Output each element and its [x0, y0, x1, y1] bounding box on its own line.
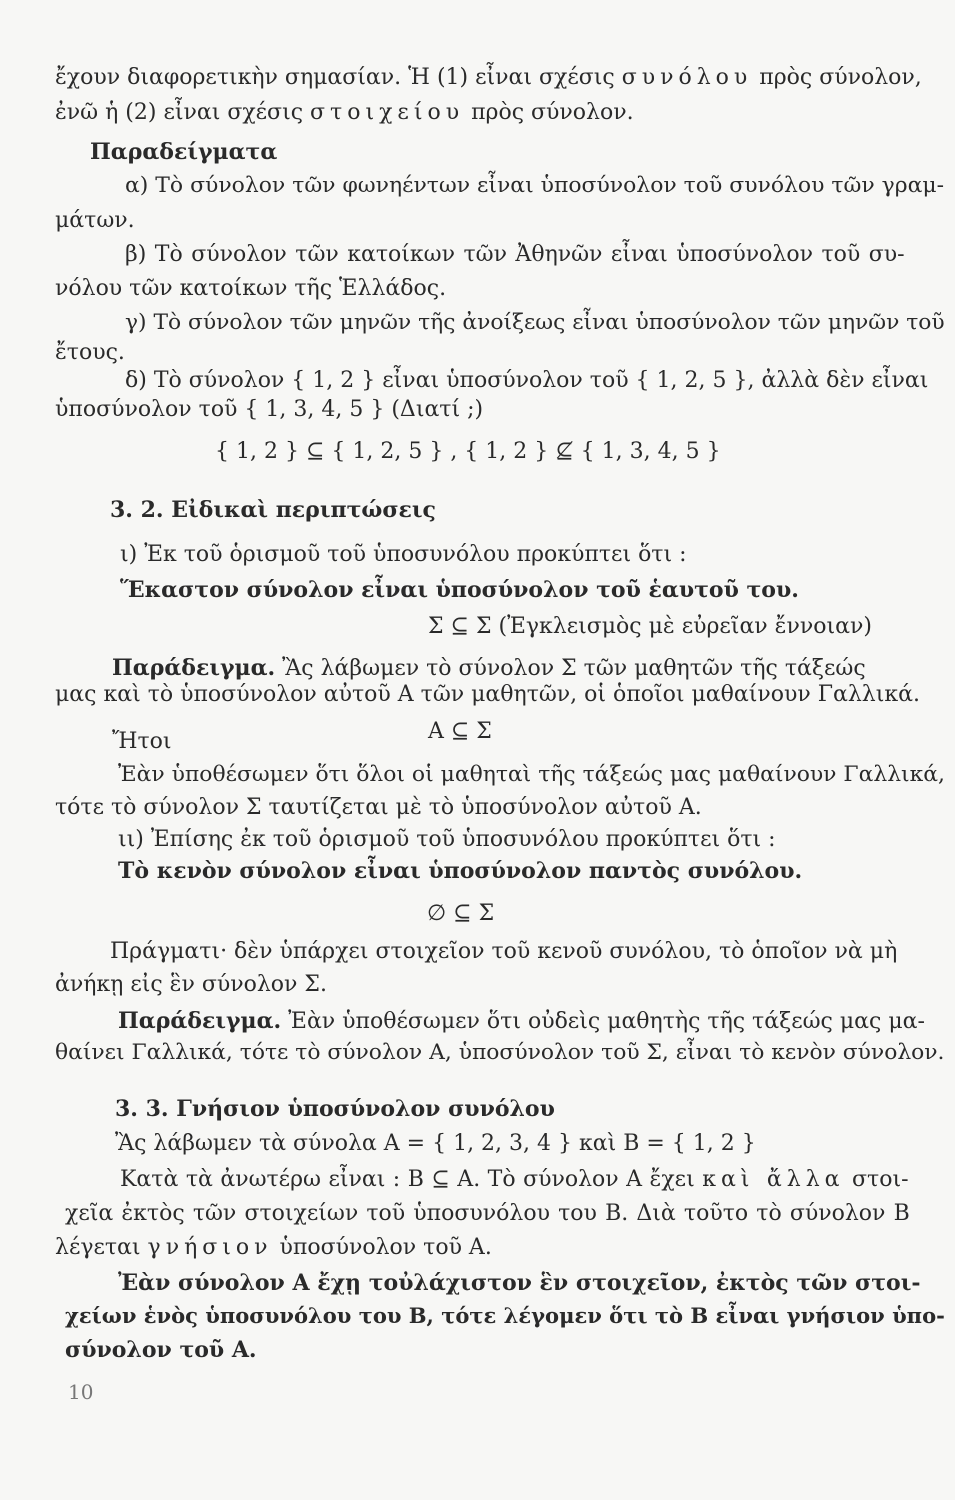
- text-run: ∅ ⊆ Σ: [427, 901, 495, 926]
- text-line: [55, 63, 922, 93]
- text-run: ἐνῶ ἡ (2) εἶναι σχέσις: [55, 100, 311, 125]
- text-run: 3. 2. Εἰδικαὶ περιπτώσεις: [110, 497, 436, 523]
- text-line: [55, 274, 446, 304]
- text-line: [125, 171, 944, 201]
- section-heading: [90, 137, 277, 168]
- text-run: γνήσιον: [147, 1235, 273, 1260]
- text-run: Ἤτοι: [112, 729, 172, 754]
- text-run: β) Τὸ σύνολον τῶν κατοίκων τῶν Ἀθηνῶν εἶναι ὑποσύνολον τοῦ συ-: [125, 242, 905, 267]
- text-run: συνόλου: [621, 65, 753, 90]
- text-run: Παραδείγματα: [90, 139, 278, 165]
- text-run: ἀνήκῃ εἰς ἓν σύνολον Σ.: [55, 972, 327, 997]
- section-heading: [110, 495, 436, 526]
- text-run: πρὸς σύνολον.: [464, 100, 634, 125]
- text-line: [55, 395, 483, 425]
- text-run: Κατὰ τὰ ἀνωτέρω εἶναι : Β ⊆ Α. Τὸ σύνολον Α ἔχει: [120, 1167, 703, 1192]
- text-run: χεῖα ἐκτὸς τῶν στοιχείων τοῦ ὑποσυνόλου του Β. Διὰ τοῦτο τὸ σύνολον Β: [65, 1201, 910, 1226]
- text-run: τότε τὸ σύνολον Σ ταυτίζεται μὲ τὸ ὑποσύνολον αὐτοῦ Α.: [55, 795, 702, 820]
- text-run: Ἐὰν ὑποθέσωμεν ὅτι οὐδεὶς μαθητὴς τῆς τάξεώς μας μα-: [281, 1009, 925, 1034]
- text-line: [118, 825, 776, 855]
- text-line: [55, 1233, 492, 1263]
- text-run: ὑποσύνολον τοῦ Α.: [272, 1235, 492, 1260]
- text-run: Ἂς λάβωμεν τὸ σύνολον Σ τῶν μαθητῶν τῆς τάξεώς: [275, 656, 866, 681]
- text-run: χείων ἑνὸς ὑποσυνόλου του Β, τότε λέγομεν ὅτι τὸ Β εἶναι γνήσιον ὑπο-: [65, 1303, 945, 1328]
- text-line: [118, 760, 945, 790]
- theorem-statement: [120, 575, 799, 606]
- definition-statement: [65, 1335, 257, 1366]
- text-run: Σ ⊆ Σ (Ἐγκλεισμὸς μὲ εὐρεῖαν ἔννοιαν): [428, 614, 872, 639]
- text-line: [55, 1038, 944, 1068]
- text-line: [65, 1199, 910, 1229]
- text-run: ὑποσύνολον τοῦ { 1, 3, 4, 5 } (Διατί ;): [55, 397, 484, 422]
- text-run: σύνολον τοῦ Α.: [65, 1337, 257, 1363]
- text-run: μας καὶ τὸ ὑποσύνολον αὐτοῦ Α τῶν μαθητῶν, οἱ ὁποῖοι μαθαίνουν Γαλλικά.: [55, 682, 920, 707]
- text-line: [55, 206, 135, 236]
- text-run: Ἕκαστον σύνολον εἶναι ὑποσύνολον τοῦ ἑαυτοῦ του.: [120, 577, 799, 603]
- text-run: δ) Τὸ σύνολον { 1, 2 } εἶναι ὑποσύνολον τοῦ { 1, 2, 5 }, ἀλλὰ δὲν εἶναι: [125, 368, 929, 393]
- text-line: [115, 1129, 756, 1159]
- text-run: Ἐὰν ὑποθέσωμεν ὅτι ὅλοι οἱ μαθηταὶ τῆς τάξεώς μας μαθαίνουν Γαλλικά,: [118, 762, 945, 787]
- text-run: ἔχουν διαφορετικὴν σημασίαν. Ἡ (1) εἶναι σχέσις: [55, 65, 622, 90]
- text-line: [55, 793, 702, 823]
- text-run: θαίνει Γαλλικά, τότε τὸ σύνολον Α, ὑποσύνολον τοῦ Σ, εἶναι τὸ κενὸν σύνολον.: [55, 1040, 945, 1065]
- text-line: [125, 308, 945, 338]
- text-run: Ἂς λάβωμεν τὰ σύνολα Α = { 1, 2, 3, 4 } καὶ Β = { 1, 2 }: [115, 1131, 756, 1156]
- text-line: [55, 970, 327, 1000]
- text-line: [125, 240, 905, 270]
- section-heading: [115, 1094, 555, 1125]
- text-run: Πράγματι· δὲν ὑπάρχει στοιχεῖον τοῦ κενοῦ συνόλου, τὸ ὁποῖον νὰ μὴ: [110, 939, 898, 964]
- formula: [428, 717, 492, 747]
- definition-statement: [65, 1301, 945, 1331]
- text-run: στοιχείου: [310, 100, 465, 125]
- text-line: [118, 1006, 925, 1037]
- text-line: [110, 937, 897, 967]
- text-line: [55, 338, 125, 368]
- text-line: [112, 727, 172, 757]
- text-run: γ) Τὸ σύνολον τῶν μηνῶν τῆς ἀνοίξεως εἶναι ὑποσύνολον τῶν μηνῶν τοῦ: [125, 310, 945, 335]
- text-run: Παράδειγμα.: [118, 1008, 282, 1034]
- text-line: [120, 1165, 909, 1195]
- text-run: μάτων.: [55, 208, 135, 233]
- text-line: [55, 98, 634, 128]
- text-line: [125, 366, 928, 396]
- text-run: Τὸ κενὸν σύνολον εἶναι ὑποσύνολον παντὸς συνόλου.: [118, 858, 803, 884]
- text-line: [55, 680, 920, 710]
- definition-statement: [118, 1268, 920, 1299]
- text-run: ιι) Ἐπίσης ἐκ τοῦ ὁρισμοῦ τοῦ ὑποσυνόλου προκύπτει ὅτι :: [118, 827, 776, 852]
- text-run: νόλου τῶν κατοίκων τῆς Ἑλλάδος.: [55, 276, 447, 301]
- page-number: 10: [68, 1380, 94, 1404]
- text-run: ἔτους.: [55, 340, 125, 365]
- theorem-statement: [118, 856, 802, 887]
- text-run: καὶ ἄλλα: [702, 1167, 845, 1192]
- formula: [427, 899, 494, 929]
- text-run: στοι-: [844, 1167, 909, 1192]
- formula: [428, 612, 872, 642]
- text-run: ι) Ἐκ τοῦ ὁρισμοῦ τοῦ ὑποσυνόλου προκύπτει ὅτι :: [120, 542, 687, 567]
- text-run: Ἐὰν σύνολον Α ἔχῃ τοὐλάχιστον ἓν στοιχεῖον, ἐκτὸς τῶν στοι-: [118, 1270, 921, 1296]
- text-run: 3. 3. Γνήσιον ὑποσύνολον συνόλου: [115, 1096, 555, 1122]
- text-run: πρὸς σύνολον,: [752, 65, 922, 90]
- text-run: { 1, 2 } ⊆ { 1, 2, 5 } , { 1, 2 } ⊈ { 1, 3, 4, 5 }: [215, 439, 721, 464]
- text-run: α) Τὸ σύνολον τῶν φωνηέντων εἶναι ὑποσύνολον τοῦ συνόλου τῶν γραμ-: [125, 173, 945, 198]
- text-run: Παράδειγμα.: [112, 655, 276, 681]
- text-line: [120, 540, 687, 570]
- text-run: Α ⊆ Σ: [428, 719, 492, 744]
- formula: [215, 437, 721, 467]
- text-run: λέγεται: [55, 1235, 148, 1260]
